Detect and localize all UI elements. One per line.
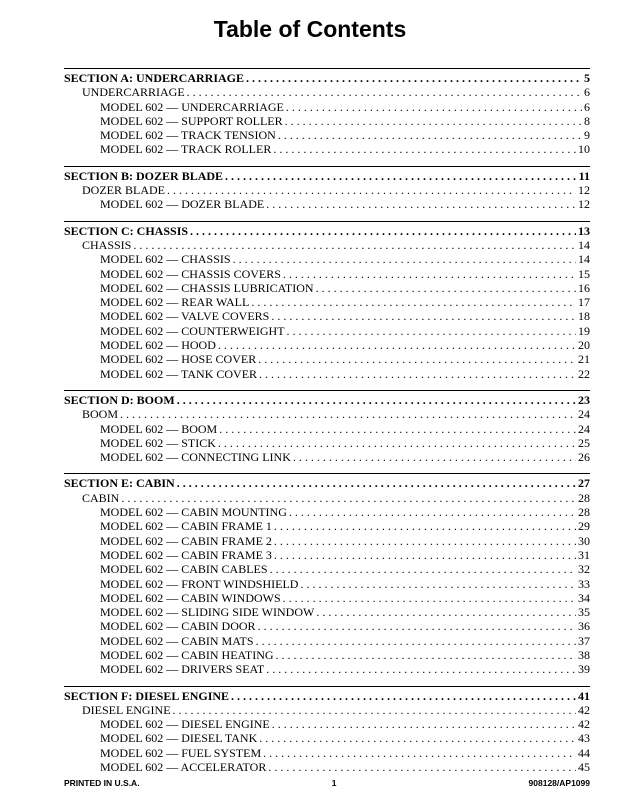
dot-leader: [190, 224, 576, 238]
item-entry[interactable]: [64, 352, 590, 366]
dot-leader: [285, 114, 582, 128]
toc-entry-label: MODEL 602 — TRACK TENSION: [100, 128, 276, 143]
toc-entry-page: 5: [584, 71, 590, 85]
toc-entry-label: MODEL 602 — COUNTERWEIGHT: [100, 323, 285, 338]
dot-leader: [177, 476, 576, 490]
toc-entry-label: MODEL 602 — CABIN MOUNTING: [100, 505, 287, 520]
dot-leader: [278, 128, 582, 142]
toc-section: [64, 68, 590, 157]
section-heading[interactable]: [64, 393, 590, 407]
toc-entry-label: MODEL 602 — UNDERCARRIAGE: [100, 99, 284, 114]
toc-entry-page: 31: [578, 547, 590, 562]
dot-leader: [121, 491, 576, 505]
dot-leader: [187, 85, 582, 99]
toc-entry-label: SECTION B: DOZER BLADE: [64, 168, 224, 183]
toc-entry-label: MODEL 602 — REAR WALL: [100, 295, 250, 310]
toc-entry-page: 15: [578, 266, 590, 281]
dot-leader: [283, 591, 576, 605]
item-entry[interactable]: [64, 128, 590, 142]
section-heading[interactable]: [64, 689, 590, 703]
toc-entry-label: MODEL 602 — CHASSIS COVERS: [100, 266, 281, 281]
group-entry[interactable]: [64, 407, 590, 421]
dot-leader: [177, 393, 576, 407]
toc-entry-label: UNDERCARRIAGE: [82, 85, 185, 100]
toc-entry-page: 28: [578, 505, 590, 520]
toc-entry-page: 26: [578, 450, 590, 465]
item-entry[interactable]: [64, 605, 590, 619]
section-heading[interactable]: [64, 71, 590, 85]
item-entry[interactable]: [64, 505, 590, 519]
dot-leader: [173, 703, 576, 717]
dot-leader: [167, 183, 576, 197]
toc-section: [64, 166, 590, 212]
dot-leader: [218, 436, 576, 450]
item-entry[interactable]: [64, 252, 590, 266]
toc-entry-label: MODEL 602 — SLIDING SIDE WINDOW: [100, 605, 315, 620]
toc-entry-page: 19: [578, 323, 590, 338]
dot-leader: [283, 267, 576, 281]
toc-entry-label: MODEL 602 — CABIN WINDOWS: [100, 590, 281, 605]
toc-entry-page: 29: [578, 519, 590, 534]
toc-entry-label: MODEL 602 — FUEL SYSTEM: [100, 745, 262, 760]
toc-entry-page: 45: [578, 760, 590, 775]
dot-leader: [251, 295, 576, 309]
toc-entry-page: 16: [578, 280, 590, 295]
toc-entry-page: 27: [578, 476, 590, 491]
item-entry[interactable]: [64, 295, 590, 309]
toc-entry-label: MODEL 602 — DIESEL ENGINE: [100, 717, 270, 732]
toc-entry-page: 43: [578, 731, 590, 746]
table-of-contents: [64, 68, 590, 783]
toc-entry-page: 34: [578, 590, 590, 605]
toc-entry-page: 44: [578, 745, 590, 760]
item-entry[interactable]: [64, 634, 590, 648]
dot-leader: [274, 548, 576, 562]
dot-leader: [274, 519, 576, 533]
item-entry[interactable]: [64, 519, 590, 533]
item-entry[interactable]: [64, 100, 590, 114]
dot-leader: [268, 760, 576, 774]
toc-entry-page: 33: [578, 576, 590, 591]
toc-entry-label: MODEL 602 — VALVE COVERS: [100, 309, 270, 324]
toc-entry-label: MODEL 602 — CABIN MATS: [100, 633, 254, 648]
item-entry[interactable]: [64, 591, 590, 605]
toc-entry-label: MODEL 602 — CHASSIS: [100, 252, 231, 267]
toc-entry-label: MODEL 602 — CABIN CABLES: [100, 562, 268, 577]
dot-leader: [289, 505, 576, 519]
item-entry[interactable]: [64, 367, 590, 381]
dot-leader: [300, 577, 576, 591]
group-entry[interactable]: [64, 491, 590, 505]
section-heading[interactable]: [64, 169, 590, 183]
toc-entry-label: DOZER BLADE: [82, 183, 165, 198]
footer-page-number: 1: [331, 778, 337, 788]
dot-leader: [271, 309, 576, 323]
item-entry[interactable]: [64, 731, 590, 745]
toc-section: [64, 686, 590, 775]
toc-entry-label: SECTION A: UNDERCARRIAGE: [64, 71, 245, 85]
toc-entry-label: CHASSIS: [82, 237, 132, 252]
toc-entry-label: MODEL 602 — BOOM: [100, 421, 218, 436]
dot-leader: [259, 731, 576, 745]
dot-leader: [256, 634, 576, 648]
dot-leader: [218, 338, 576, 352]
toc-entry-page: 14: [578, 252, 590, 267]
item-entry[interactable]: [64, 577, 590, 591]
item-entry[interactable]: [64, 114, 590, 128]
dot-leader: [133, 238, 576, 252]
toc-entry-page: 24: [578, 407, 590, 422]
toc-entry-page: 23: [578, 392, 590, 407]
toc-entry-label: MODEL 602 — CABIN DOOR: [100, 619, 256, 634]
toc-entry-page: 28: [578, 490, 590, 505]
toc-entry-page: 24: [578, 421, 590, 436]
dot-leader: [286, 100, 582, 114]
dot-leader: [274, 534, 576, 548]
group-entry[interactable]: [64, 183, 590, 197]
toc-entry-page: 18: [578, 309, 590, 324]
toc-entry-label: MODEL 602 — SUPPORT ROLLER: [100, 113, 283, 128]
toc-entry-page: 13: [578, 223, 590, 238]
group-entry[interactable]: [64, 703, 590, 717]
dot-leader: [263, 746, 576, 760]
toc-entry-label: DIESEL ENGINE: [82, 702, 171, 717]
toc-section: [64, 390, 590, 464]
toc-entry-label: MODEL 602 — HOOD: [100, 338, 216, 353]
item-entry[interactable]: [64, 422, 590, 436]
toc-entry-page: 12: [578, 183, 590, 198]
item-entry[interactable]: [64, 267, 590, 281]
toc-entry-page: 36: [578, 619, 590, 634]
item-entry[interactable]: [64, 436, 590, 450]
toc-entry-label: SECTION E: CABIN: [64, 476, 175, 491]
item-entry[interactable]: [64, 534, 590, 548]
toc-entry-page: 30: [578, 533, 590, 548]
toc-entry-label: SECTION D: BOOM: [64, 392, 175, 407]
dot-leader: [258, 352, 576, 366]
toc-entry-page: 20: [578, 338, 590, 353]
item-entry[interactable]: [64, 746, 590, 760]
toc-entry-label: MODEL 602 — CHASSIS LUBRICATION: [100, 280, 314, 295]
item-entry[interactable]: [64, 142, 590, 156]
toc-entry-label: SECTION F: DIESEL ENGINE: [64, 688, 230, 703]
dot-leader: [272, 717, 576, 731]
item-entry[interactable]: [64, 281, 590, 295]
item-entry[interactable]: [64, 324, 590, 338]
dot-leader: [293, 450, 576, 464]
toc-entry-label: MODEL 602 — STICK: [100, 435, 216, 450]
toc-entry-label: MODEL 602 — TRACK ROLLER: [100, 142, 272, 157]
toc-entry-page: 25: [578, 435, 590, 450]
footer-printed-in: PRINTED IN U.S.A.: [64, 778, 140, 788]
toc-entry-label: MODEL 602 — CABIN FRAME 3: [100, 547, 272, 562]
dot-leader: [266, 662, 576, 676]
item-entry[interactable]: [64, 338, 590, 352]
page-footer: [64, 778, 590, 788]
toc-entry-label: MODEL 602 — DRIVERS SEAT: [100, 662, 265, 677]
item-entry[interactable]: [64, 450, 590, 464]
toc-entry-page: 42: [578, 717, 590, 732]
toc-section: [64, 221, 590, 381]
footer-document-code: 908128/AP1099: [528, 778, 590, 788]
page-title: Table of Contents: [213, 16, 407, 42]
toc-section: [64, 473, 590, 676]
toc-entry-label: MODEL 602 — ACCELERATOR: [100, 760, 267, 775]
dot-leader: [259, 367, 576, 381]
toc-entry-page: 14: [578, 237, 590, 252]
toc-entry-page: 22: [578, 366, 590, 381]
toc-entry-label: MODEL 602 — CABIN HEATING: [100, 647, 274, 662]
toc-entry-label: CABIN: [82, 490, 120, 505]
dot-leader: [231, 689, 576, 703]
toc-entry-page: 37: [578, 633, 590, 648]
dot-leader: [316, 605, 576, 619]
toc-entry-page: 38: [578, 647, 590, 662]
item-entry[interactable]: [64, 309, 590, 323]
toc-entry-page: 11: [578, 168, 590, 183]
toc-entry-page: 39: [578, 662, 590, 677]
dot-leader: [246, 71, 582, 85]
toc-entry-page: 6: [584, 99, 590, 114]
toc-entry-label: MODEL 602 — HOSE COVER: [100, 352, 257, 367]
toc-entry-page: 42: [578, 702, 590, 717]
toc-entry-page: 10: [578, 142, 590, 157]
toc-entry-label: MODEL 602 — FRONT WINDSHIELD: [100, 576, 299, 591]
toc-entry-page: 35: [578, 605, 590, 620]
dot-leader: [233, 252, 576, 266]
toc-entry-page: 6: [584, 85, 590, 100]
toc-entry-label: SECTION C: CHASSIS: [64, 223, 189, 238]
toc-entry-page: 17: [578, 295, 590, 310]
toc-entry-label: MODEL 602 — TANK COVER: [100, 366, 258, 381]
item-entry[interactable]: [64, 760, 590, 774]
toc-entry-page: 21: [578, 352, 590, 367]
toc-entry-label: MODEL 602 — DOZER BLADE: [100, 197, 265, 212]
item-entry[interactable]: [64, 548, 590, 562]
dot-leader: [219, 422, 576, 436]
toc-entry-label: MODEL 602 — DIESEL TANK: [100, 731, 258, 746]
dot-leader: [316, 281, 576, 295]
item-entry[interactable]: [64, 562, 590, 576]
section-heading[interactable]: [64, 224, 590, 238]
item-entry[interactable]: [64, 662, 590, 676]
dot-leader: [273, 142, 576, 156]
toc-entry-label: MODEL 602 — CABIN FRAME 1: [100, 519, 272, 534]
toc-entry-page: 32: [578, 562, 590, 577]
toc-entry-page: 12: [578, 197, 590, 212]
item-entry[interactable]: [64, 619, 590, 633]
dot-leader: [266, 197, 576, 211]
toc-entry-label: MODEL 602 — CONNECTING LINK: [100, 450, 291, 465]
dot-leader: [225, 169, 577, 183]
group-entry[interactable]: [64, 85, 590, 99]
group-entry[interactable]: [64, 238, 590, 252]
dot-leader: [270, 562, 576, 576]
dot-leader: [258, 619, 576, 633]
toc-entry-page: 8: [584, 113, 590, 128]
toc-entry-label: BOOM: [82, 407, 119, 422]
toc-entry-label: MODEL 602 — CABIN FRAME 2: [100, 533, 272, 548]
section-heading[interactable]: [64, 476, 590, 490]
dot-leader: [276, 648, 576, 662]
item-entry[interactable]: [64, 717, 590, 731]
dot-leader: [120, 407, 576, 421]
dot-leader: [287, 324, 576, 338]
item-entry[interactable]: [64, 197, 590, 211]
item-entry[interactable]: [64, 648, 590, 662]
toc-entry-page: 41: [578, 688, 590, 703]
toc-entry-page: 9: [584, 128, 590, 143]
